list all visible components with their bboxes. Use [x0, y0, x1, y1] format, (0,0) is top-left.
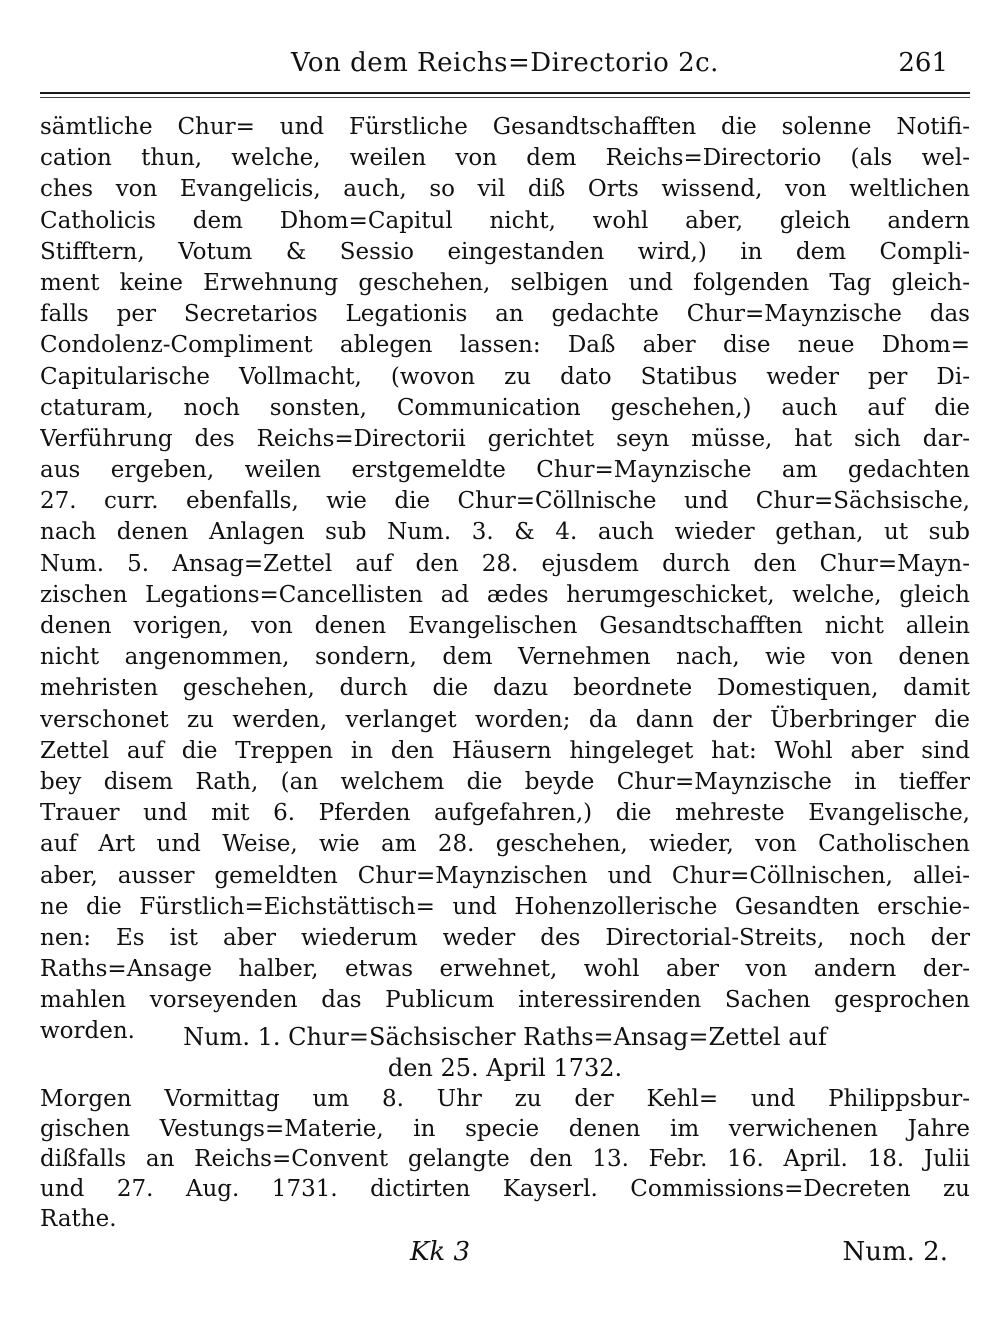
text-line: Catholicis dem Dhom=Capitul nicht, wohl aber, gleich andern: [40, 207, 970, 234]
text-line: aus ergeben, weilen erstgemeldte Chur=Maynzische am gedachten: [40, 457, 970, 484]
text-line: auf Art und Weise, wie am 28. geschehen, wieder, von Catholischen: [40, 831, 970, 858]
text-line: 27. curr. ebenfalls, wie die Chur=Cöllnische und Chur=Sächsische,: [40, 488, 970, 515]
text-line: ches von Evangelicis, auch, so vil diß Orts wissend, von weltlichen: [40, 176, 970, 203]
text-line: nen: Es ist aber wiederum weder des Directorial-Streits, noch der: [40, 924, 970, 951]
text-line: verschonet zu werden, verlanget worden; da dann der Überbringer die: [40, 706, 970, 733]
main-paragraph: [40, 112, 970, 1048]
header-rule: [40, 92, 970, 94]
text-line: worden.: [40, 1018, 135, 1045]
text-line: denen vorigen, von denen Evangelischen Gesandtschafften nicht allein: [40, 613, 970, 639]
text-line: falls per Secretarios Legationis an gedachte Chur=Maynzische das: [40, 301, 970, 328]
text-line: sämtliche Chur= und Fürstliche Gesandtschafften die solenne Notifi-: [40, 114, 970, 140]
catchword: Num. 2.: [842, 1237, 948, 1267]
text-line: nicht angenommen, sondern, dem Vernehmen nach, wie von denen: [40, 644, 970, 671]
text-line: dißfalls an Reichs=Convent gelangte den 13. Febr. 16. April. 18. Julii: [40, 1146, 970, 1172]
text-line: aber, ausser gemeldten Chur=Maynzischen und Chur=Cöllnischen, allei-: [40, 862, 970, 889]
text-line: Raths=Ansage halber, etwas erwehnet, wohl aber von andern der-: [40, 956, 970, 983]
section-heading-line: Num. 1. Chur=Sächsischer Raths=Ansag=Zettel auf: [183, 1023, 827, 1051]
text-line: ment keine Erwehnung geschehen, selbigen und folgenden Tag gleich-: [40, 269, 970, 296]
text-line: Num. 5. Ansag=Zettel auf den 28. ejusdem durch den Chur=Mayn-: [40, 550, 970, 577]
text-line: cation thun, welche, weilen von dem Reichs=Directorio (als wel-: [40, 145, 970, 172]
page-header: [40, 48, 970, 88]
text-line: mehristen geschehen, durch die dazu beordnete Domestiquen, damit: [40, 675, 970, 702]
text-line: Verführung des Reichs=Directorii gerichtet seyn müsse, hat sich dar-: [40, 425, 970, 452]
text-line: mahlen vorseyenden das Publicum interessirenden Sachen gesprochen: [40, 987, 970, 1014]
signature-mark: Kk 3: [410, 1237, 470, 1267]
header-rule-thin: [40, 97, 970, 98]
text-line: und 27. Aug. 1731. dictirten Kayserl. Commissions=Decreten zu: [40, 1176, 970, 1202]
running-title: Von dem Reichs=Directorio 2c.: [291, 48, 719, 78]
text-line: ne die Fürstlich=Eichstättisch= und Hohenzollerische Gesandten erschie-: [40, 893, 970, 920]
text-line: nach denen Anlagen sub Num. 3. & 4. auch wieder gethan, ut sub: [40, 519, 970, 546]
text-line: ctaturam, noch sonsten, Communication geschehen,) auch auf die: [40, 394, 970, 421]
text-line: Trauer und mit 6. Pferden aufgefahren,) die mehreste Evangelische,: [40, 800, 970, 827]
text-line: bey disem Rath, (an welchem die beyde Chur=Maynzische in tieffer: [40, 768, 970, 795]
text-line: Stifftern, Votum & Sessio eingestanden wird,) in dem Compli-: [40, 238, 970, 265]
text-line: Morgen Vormittag um 8. Uhr zu der Kehl= und Philippsbur-: [40, 1086, 970, 1112]
text-line: Zettel auf die Treppen in den Häusern hingeleget hat: Wohl aber sind: [40, 737, 970, 764]
text-line: gischen Vestungs=Materie, in specie denen im verwichenen Jahre: [40, 1116, 970, 1142]
section-heading: [40, 1022, 970, 1084]
text-line: Rathe.: [40, 1206, 117, 1232]
section-heading-date: den 25. April 1732.: [387, 1054, 623, 1083]
text-line: zischen Legations=Cancellisten ad ædes herumgeschicket, welche, gleich: [40, 581, 970, 608]
page-footer: [40, 1237, 970, 1277]
text-line: Capitularische Vollmacht, (wovon zu dato Statibus weder per Di-: [40, 363, 970, 390]
text-line: Condolenz-Compliment ablegen lassen: Daß aber dise neue Dhom=: [40, 332, 970, 359]
page-number: 261: [898, 48, 948, 78]
notice-paragraph: [40, 1084, 970, 1234]
